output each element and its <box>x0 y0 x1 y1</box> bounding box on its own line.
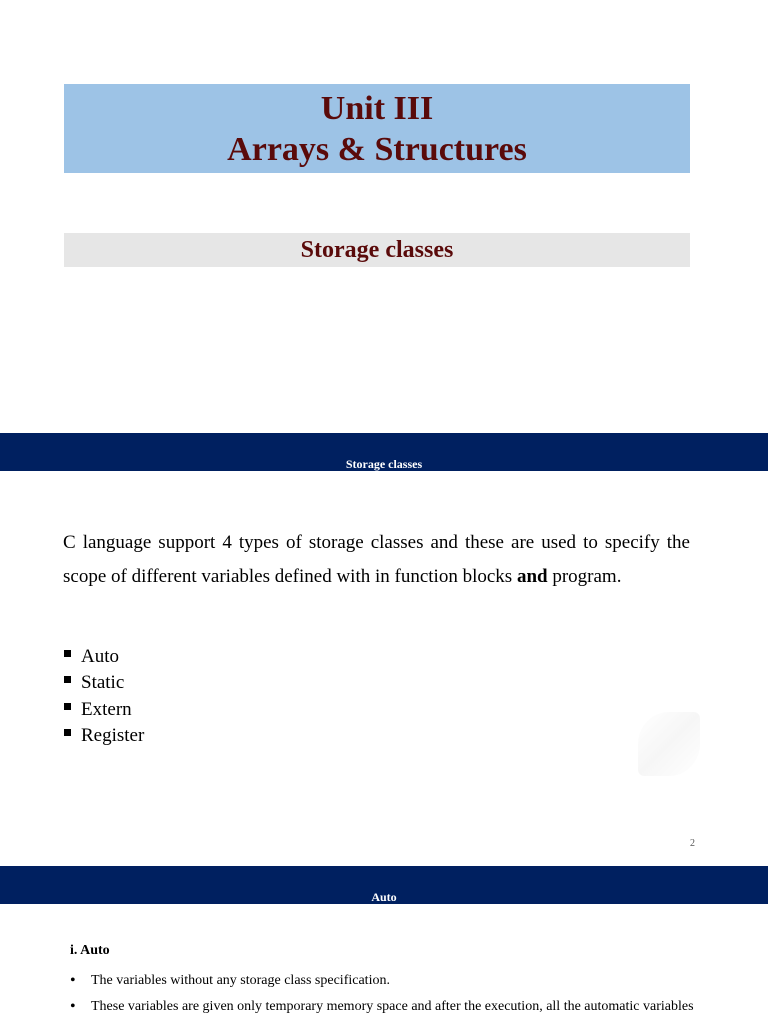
intro-text: C language support 4 types of storage classes and these are used to specify the scope of different variables defined with in function blocks <box>63 532 690 587</box>
watermark-shape <box>638 712 700 776</box>
slide-header-auto <box>0 866 768 904</box>
auto-points-list <box>70 968 735 1020</box>
square-bullet-icon <box>64 676 71 683</box>
storage-class-list <box>63 644 144 749</box>
unit-title: Unit III <box>320 90 434 127</box>
list-item <box>63 670 144 696</box>
bullet-dot-icon: • <box>70 972 76 989</box>
list-item-label: Auto <box>81 646 119 667</box>
list-item-text: The variables without any storage class specification. <box>91 973 390 988</box>
list-item <box>63 723 144 749</box>
page-number: 2 <box>690 838 695 849</box>
subtitle-banner <box>64 233 690 267</box>
intro-paragraph <box>63 526 690 594</box>
section-heading: i. Auto <box>70 943 110 958</box>
slide-header-storage-classes <box>0 433 768 471</box>
list-item <box>70 994 735 1020</box>
list-item-label: Static <box>81 672 125 694</box>
slide-header-label: Auto <box>371 890 397 904</box>
bullet-dot-icon: • <box>70 998 76 1015</box>
topic-title: Arrays & Structures <box>227 131 527 168</box>
square-bullet-icon <box>64 729 71 736</box>
slide-header-label: Storage classes <box>345 457 423 471</box>
list-item-label: Extern <box>81 698 132 720</box>
intro-bold-word: and <box>516 566 548 587</box>
square-bullet-icon <box>64 650 71 657</box>
intro-text-end: program. <box>547 566 622 587</box>
list-item <box>70 968 735 994</box>
list-item-text: These variables are given only temporary memory space and after the execution, all the automatic variables <box>91 999 694 1014</box>
title-banner <box>64 84 690 173</box>
subtitle-text: Storage classes <box>300 237 454 263</box>
list-item-label: Register <box>81 724 145 746</box>
list-item <box>63 644 144 670</box>
square-bullet-icon <box>64 703 71 710</box>
list-item <box>63 697 144 723</box>
